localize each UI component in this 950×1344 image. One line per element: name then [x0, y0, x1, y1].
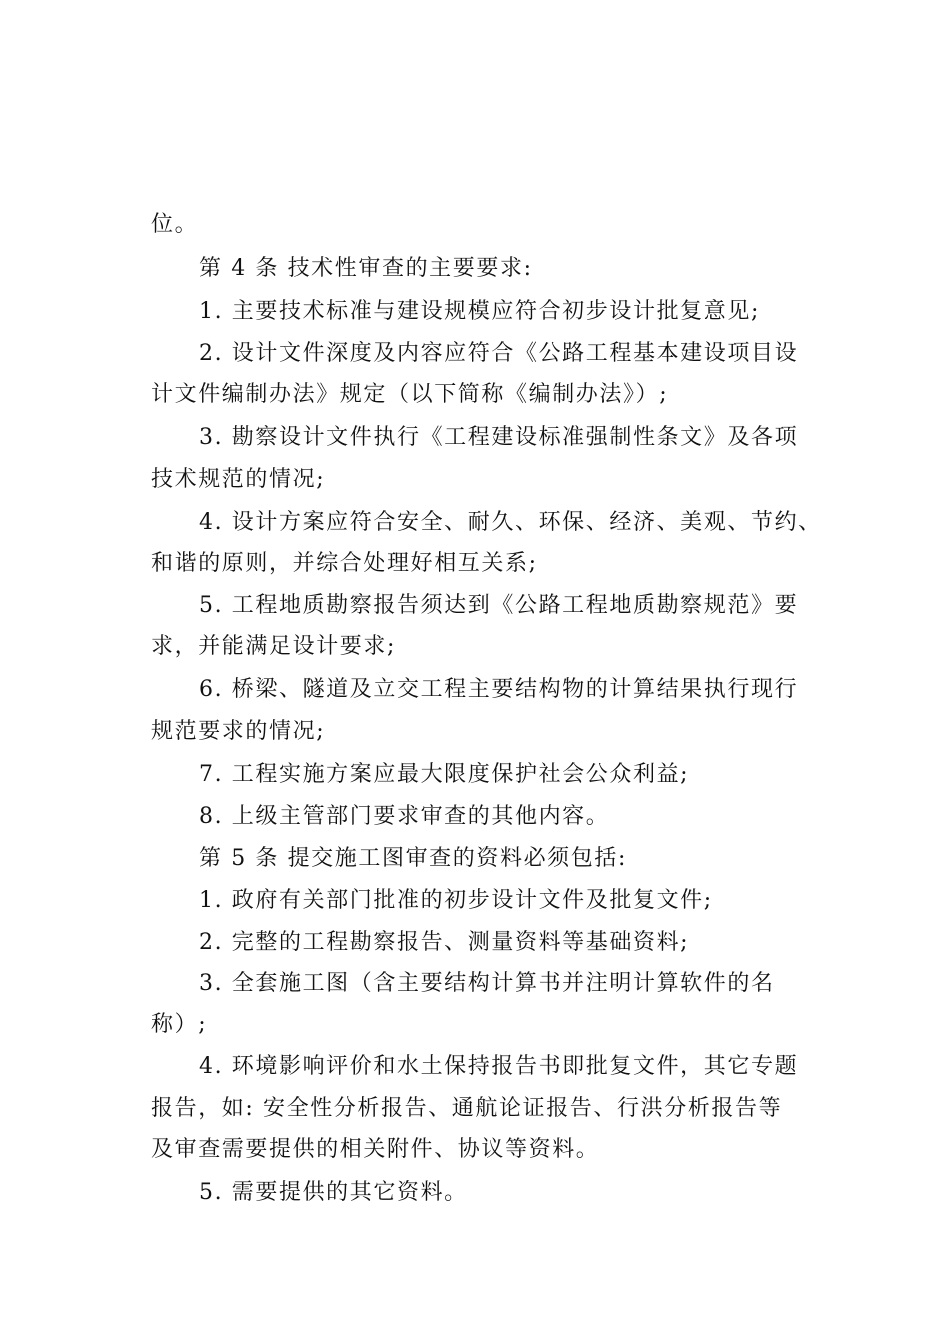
text-line: 求，并能满足设计要求;	[151, 634, 397, 659]
list-item: 2. 设计文件深度及内容应符合《公路工程基本建设项目设	[199, 341, 799, 366]
list-item: 6. 桥梁、隧道及立交工程主要结构物的计算结果执行现行	[199, 677, 799, 702]
list-item: 3. 勘察设计文件执行《工程建设标准强制性条文》及各项	[199, 425, 799, 450]
text-line: 和谐的原则，并综合处理好相互关系;	[151, 551, 538, 576]
list-item: 5. 工程地质勘察报告须达到《公路工程地质勘察规范》要	[199, 593, 799, 618]
article-5-heading: 第 5 条 提交施工图审查的资料必须包括:	[199, 846, 627, 871]
text-line: 规范要求的情况;	[151, 719, 326, 744]
text-line: 位。	[151, 212, 199, 237]
article-4-heading: 第 4 条 技术性审查的主要要求:	[199, 256, 533, 281]
list-item: 2. 完整的工程勘察报告、测量资料等基础资料;	[199, 930, 690, 955]
text-line: 计文件编制办法》规定（以下简称《编制办法》）;	[151, 382, 669, 407]
list-item: 8. 上级主管部门要求审查的其他内容。	[199, 804, 610, 829]
list-item: 5. 需要提供的其它资料。	[199, 1180, 468, 1205]
list-item: 4. 环境影响评价和水土保持报告书即批复文件，其它专题	[199, 1054, 799, 1079]
text-line: 及审查需要提供的相关附件、协议等资料。	[151, 1137, 600, 1162]
text-line: 技术规范的情况;	[151, 467, 326, 492]
list-item: 4. 设计方案应符合安全、耐久、环保、经济、美观、节约、	[199, 510, 822, 535]
list-item: 1. 主要技术标准与建设规模应符合初步设计批复意见;	[199, 299, 760, 324]
list-item: 7. 工程实施方案应最大限度保护社会公众利益;	[199, 762, 690, 787]
text-line: 报告，如: 安全性分析报告、通航论证报告、行洪分析报告等	[151, 1096, 783, 1121]
list-item: 1. 政府有关部门批准的初步设计文件及批复文件;	[199, 888, 713, 913]
text-line: 称）;	[151, 1012, 208, 1037]
list-item: 3. 全套施工图（含主要结构计算书并注明计算软件的名	[199, 971, 775, 996]
